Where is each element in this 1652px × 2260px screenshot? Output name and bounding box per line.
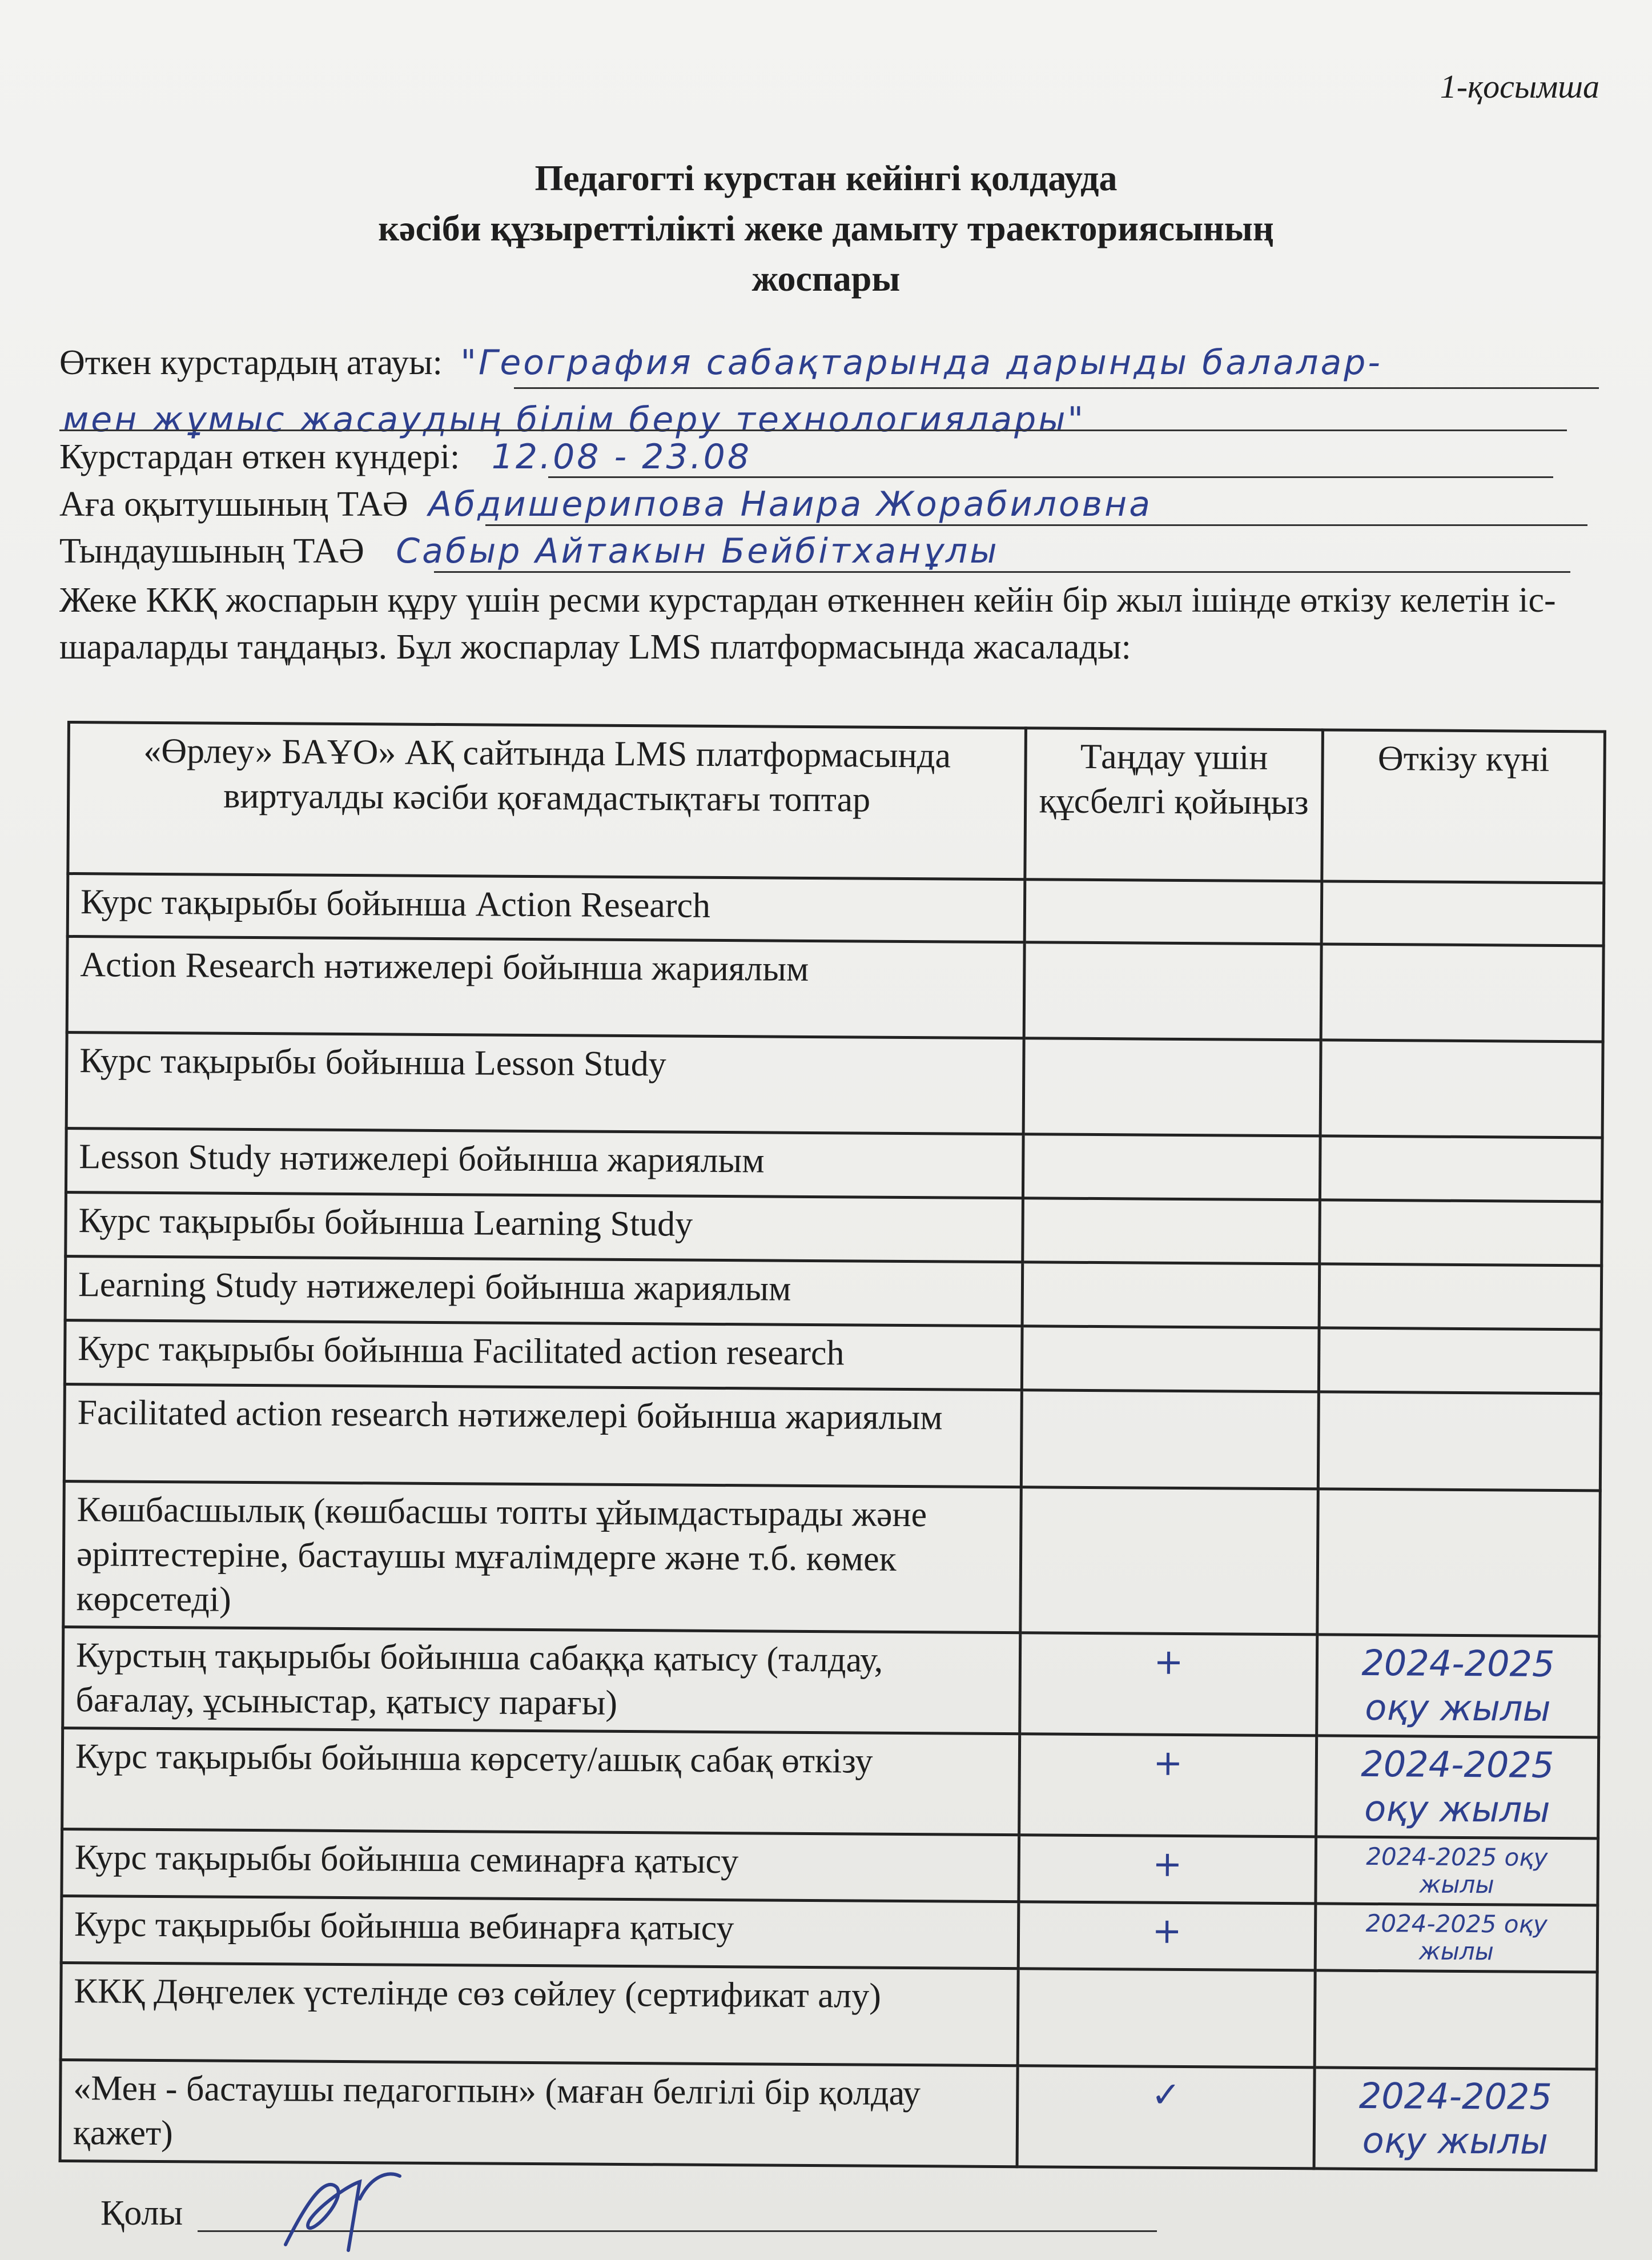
date-cell (1321, 944, 1603, 1042)
signature-label: Қолы (101, 2194, 183, 2233)
table-row (66, 1192, 1602, 1265)
handwritten-signature-icon (274, 2165, 411, 2256)
activity-cell: Lesson Study нәтижелері бойынша жариялым (66, 1129, 1023, 1198)
activity-cell: Курс тақырыбы бойынша Action Research (67, 874, 1025, 942)
mark-cell (1022, 1262, 1320, 1328)
date-cell (1317, 1489, 1601, 1636)
mark-cell: + (1019, 1835, 1316, 1904)
date-cell: 2024-2025 оқу жылы (1314, 2068, 1597, 2170)
header-activity: «Өрлеу» БАҰО» АҚ сайтында LMS платформасында виртуалды кәсіби қоғамдастықтағы топтар (68, 722, 1026, 880)
table-row (61, 1962, 1597, 2069)
activity-cell: Курс тақырыбы бойынша Facilitated action research (65, 1320, 1022, 1390)
title-line-3: жоспары (751, 258, 901, 299)
activity-cell: Курс тақырыбы бойынша көрсету/ашық сабақ өткізу (62, 1728, 1020, 1835)
annex-label: 1-қосымша (1440, 68, 1599, 105)
mark-cell (1023, 1038, 1321, 1136)
course-name-value-1: "География сабақтарында дарынды балалар- (460, 343, 1382, 383)
table-row (63, 1627, 1599, 1737)
mark-cell (1024, 942, 1321, 1040)
mark-cell (1020, 1487, 1319, 1635)
date-cell: 2024-2025 оқу жылы (1316, 1736, 1599, 1838)
activity-cell: ККҚ Дөңгелек үстелінде сөз сөйлеу (сертификат алу) (61, 1962, 1018, 2065)
activity-cell: Курс тақырыбы бойынша семинарға қатысу (62, 1829, 1019, 1901)
date-cell (1320, 1136, 1602, 1202)
activity-cell: Курс тақырыбы бойынша Lesson Study (66, 1033, 1024, 1134)
lecturer-field (59, 484, 1152, 525)
date-cell: 2024-2025 оқу жылы (1315, 1904, 1598, 1972)
table-row (62, 1728, 1599, 1838)
activity-cell: Көшбасшылық (көшбасшы топты ұйымдастырады және әріптестеріне, бастаушы мұғалімдерге және т.б. көмек көрсетеді) (63, 1481, 1022, 1632)
dates-underline (548, 476, 1553, 478)
document-title (0, 153, 1652, 304)
plan-table (59, 721, 1606, 2171)
header-checkmark: Таңдау үшін құсбелгі қойыңыз (1025, 728, 1323, 881)
mark-cell (1024, 880, 1322, 944)
date-cell (1315, 1970, 1597, 2069)
activity-cell: Курстың тақырыбы бойынша сабаққа қатысу (талдау, бағалау, ұсыныстар, қатысу парағы) (63, 1627, 1020, 1733)
course-name-underline-2 (59, 429, 1567, 431)
activity-cell: Action Research нәтижелері бойынша жариялым (67, 937, 1024, 1038)
table-row (66, 1033, 1603, 1138)
title-line-2: кәсіби құзыреттілікті жеке дамыту траекториясының (378, 208, 1274, 248)
mark-cell (1022, 1326, 1319, 1392)
mark-cell: + (1019, 1734, 1317, 1837)
listener-field (59, 531, 999, 572)
course-name-label: Өткен курстардың атауы: (59, 343, 443, 382)
course-name-field (59, 343, 1382, 383)
lecturer-value: Абдишерипова Наира Жорабиловна (428, 484, 1152, 524)
title-line-1: Педагогті курстан кейінгі қолдауда (534, 158, 1118, 198)
table-row (60, 2060, 1597, 2170)
activity-cell: Курс тақырыбы бойынша Learning Study (66, 1192, 1023, 1262)
lecturer-underline (485, 524, 1587, 526)
table-row (67, 874, 1604, 946)
table-row (64, 1384, 1601, 1490)
date-cell (1319, 1328, 1601, 1394)
table-row (62, 1829, 1598, 1905)
listener-underline (434, 571, 1570, 573)
table-row (65, 1320, 1601, 1393)
date-cell (1320, 1200, 1602, 1266)
header-date: Өткізу күні (1322, 730, 1605, 883)
mark-cell: + (1018, 1902, 1316, 1970)
date-cell: 2024-2025 оқу жылы (1316, 1837, 1598, 1905)
dates-value: 12.08 - 23.08 (491, 437, 752, 477)
lecturer-label: Аға оқытушының ТАӘ (59, 485, 408, 524)
mark-cell (1023, 1134, 1320, 1200)
course-name-value-2: мен жұмыс жасаудың білім беру технологиялары" (63, 400, 1086, 440)
table-row (66, 1129, 1602, 1202)
table-row (65, 1256, 1602, 1329)
date-cell (1320, 1040, 1603, 1138)
date-cell: 2024-2025 оқу жылы (1317, 1635, 1599, 1737)
table-row (61, 1896, 1598, 1972)
listener-label: Тындаушының ТАӘ (59, 532, 364, 571)
date-cell (1318, 1392, 1601, 1491)
date-cell (1319, 1264, 1602, 1330)
mark-cell: ✓ (1017, 2066, 1315, 2169)
mark-cell (1018, 1969, 1315, 2068)
course-name-underline-1 (514, 387, 1599, 389)
dates-label: Курстардан өткен күндері: (59, 437, 460, 476)
table-row (63, 1481, 1601, 1636)
activity-cell: «Мен - бастаушы педагогпын» (маған белгілі бір қолдау қажет) (60, 2060, 1018, 2166)
table-row (67, 937, 1603, 1042)
activity-cell: Learning Study нәтижелері бойынша жариялым (65, 1256, 1023, 1326)
intro-text: Жеке ККҚ жоспарын құру үшін ресми курстардан өткеннен кейін бір жыл ішінде өткізу келетін іс-шараларды таңдаңыз. Бұл жоспарлау LMS платформасында жасалады: (59, 581, 1556, 667)
mark-cell (1021, 1390, 1319, 1489)
mark-cell: + (1020, 1633, 1317, 1736)
dates-field (59, 437, 751, 477)
table-header-row (68, 722, 1605, 883)
activity-cell: Facilitated action research нәтижелері бойынша жариялым (64, 1384, 1022, 1487)
listener-value: Сабыр Айтакын Бейбітханұлы (396, 531, 999, 571)
mark-cell (1023, 1198, 1320, 1264)
activity-cell: Курс тақырыбы бойынша вебинарға қатысу (61, 1896, 1019, 1968)
date-cell (1321, 881, 1604, 946)
